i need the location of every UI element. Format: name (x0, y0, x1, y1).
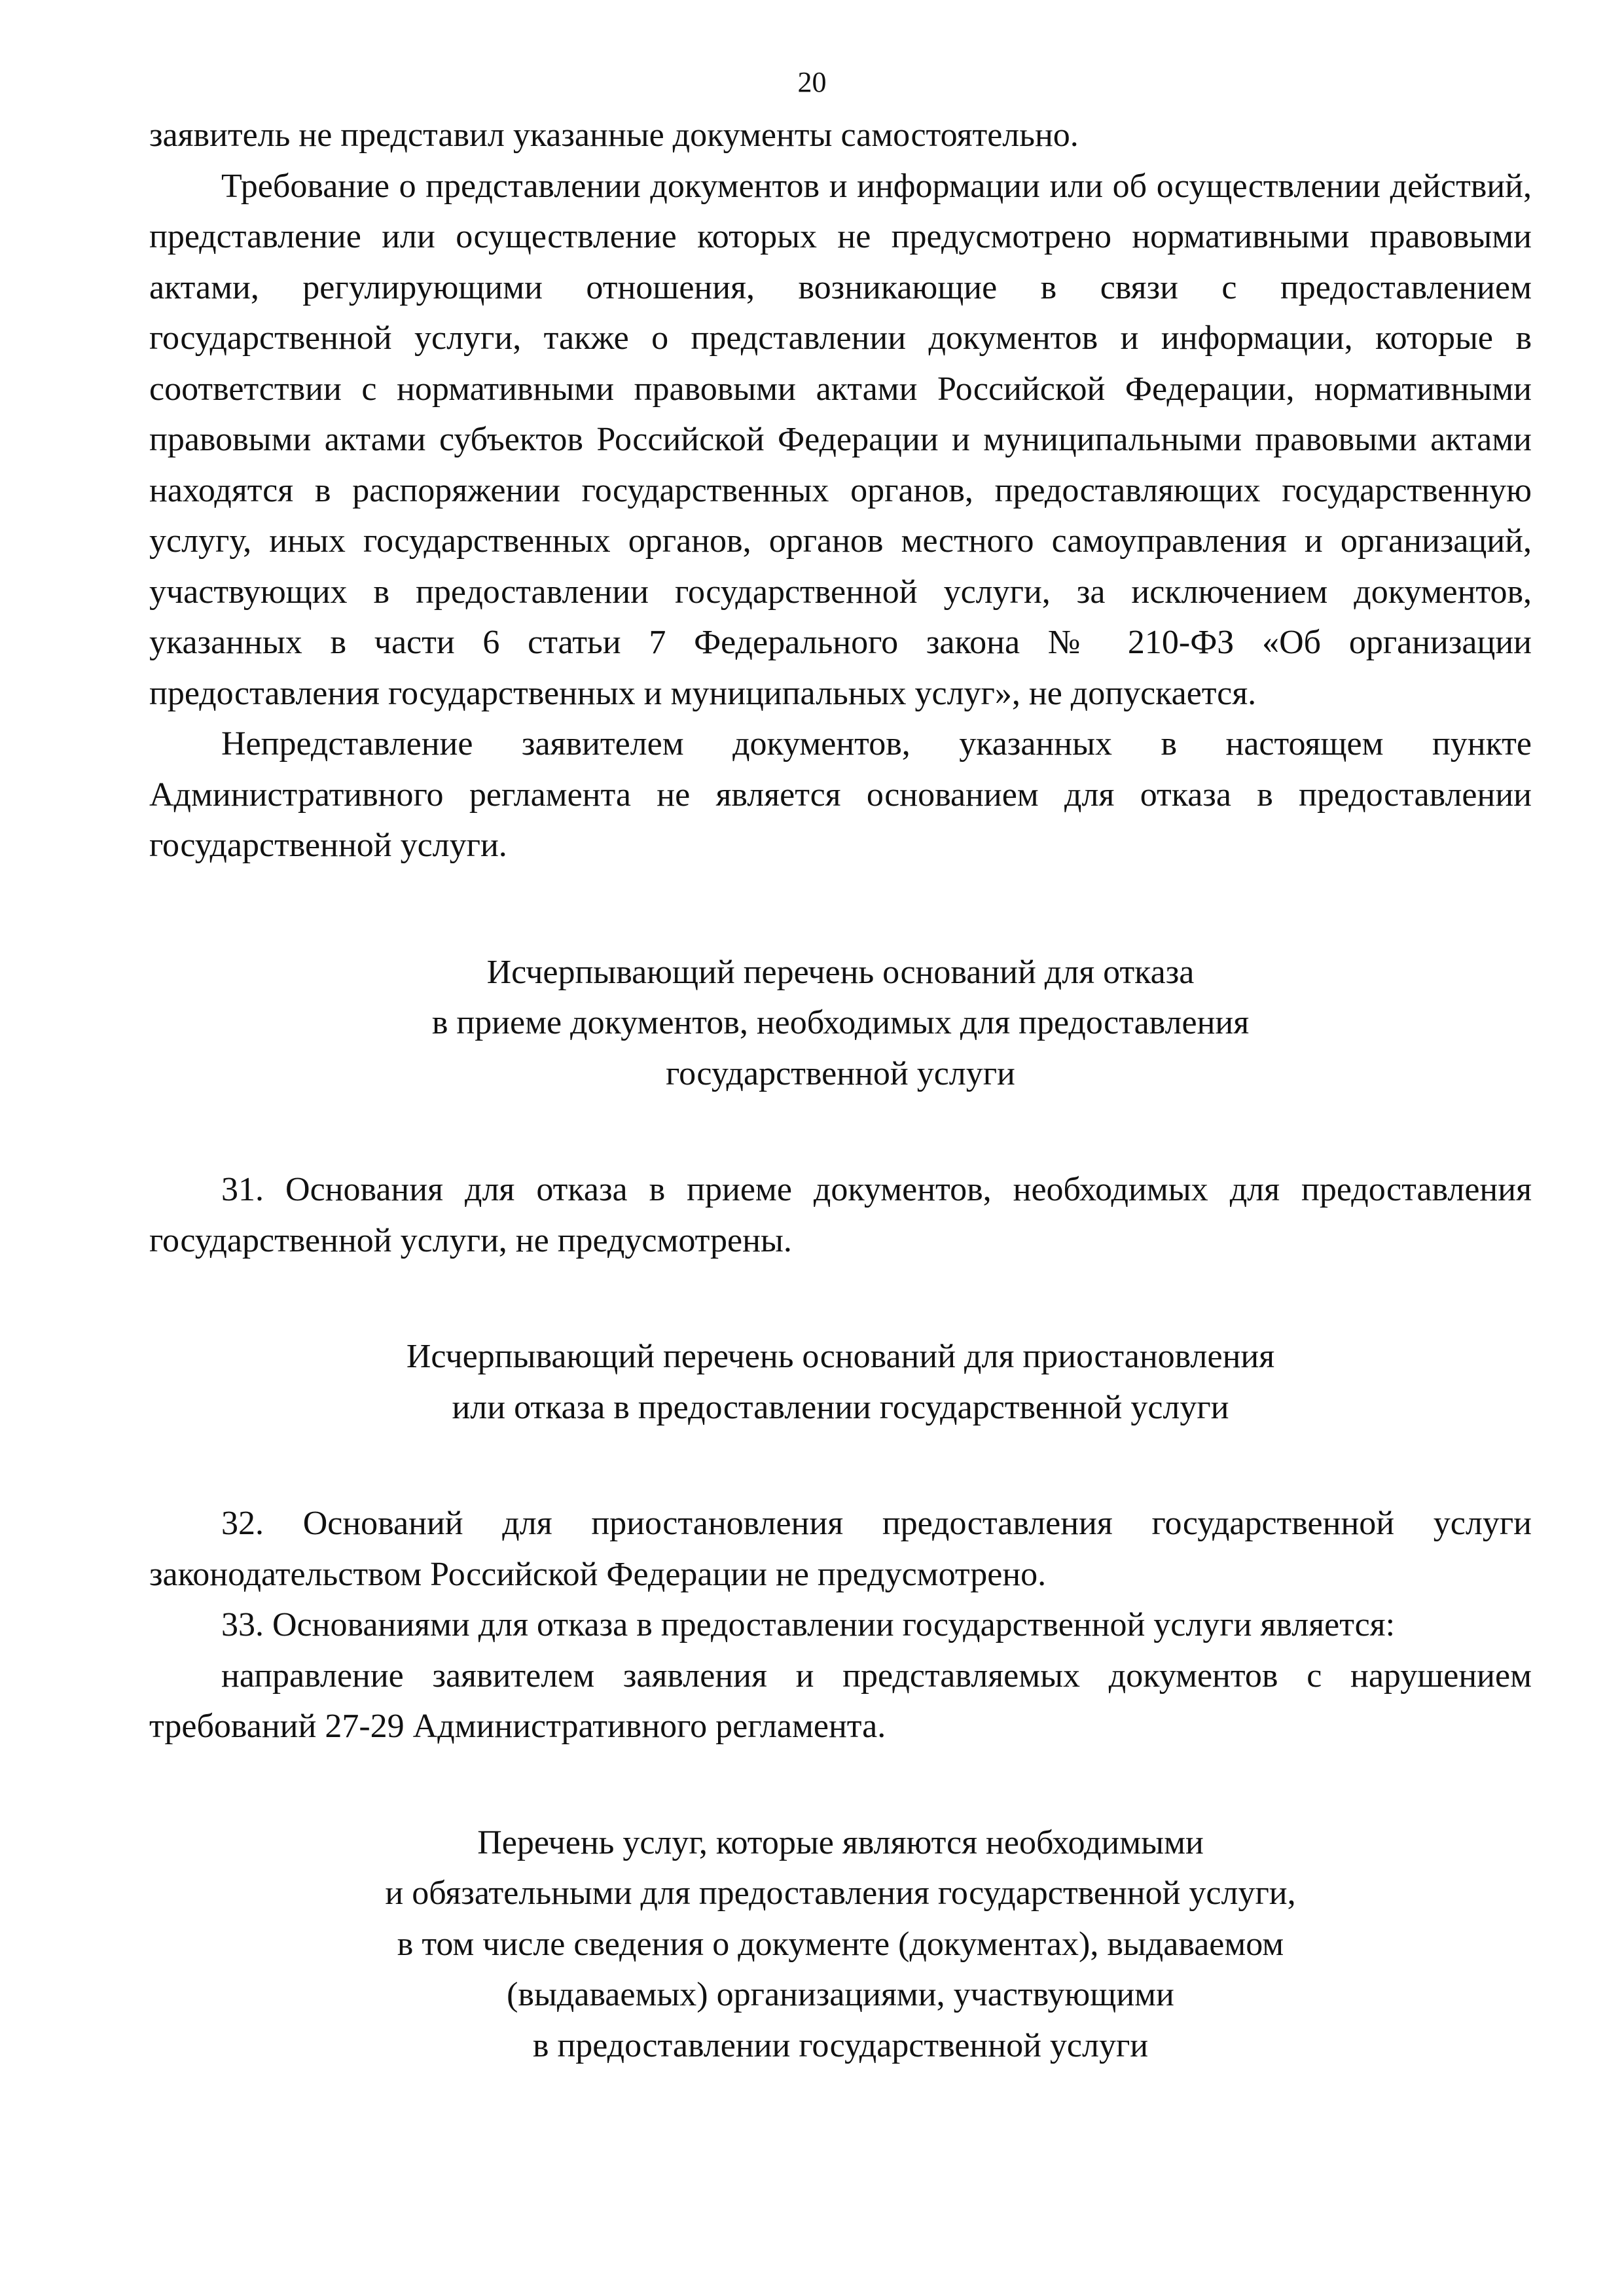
paragraph-item-33: 33. Основаниями для отказа в предоставлении государственной услуги является: (221, 1606, 1396, 1643)
paragraph-item-31: 31. Основания для отказа в приеме документов, необходимых для предоставления государственной услуги, не предусмотрены. (149, 1171, 1532, 1259)
section-heading-required-services (149, 1818, 1532, 2072)
spacer (149, 1099, 1532, 1164)
paragraph-item-33-detail: направление заявителем заявления и представляемых документов с нарушением требований 27-29 Административного регламента. (149, 1657, 1532, 1745)
heading-line: Перечень услуг, которые являются необходимыми (477, 1823, 1204, 1861)
spacer (149, 1266, 1532, 1331)
page-number: 20 (797, 66, 827, 98)
document-body (149, 110, 1532, 2071)
paragraph-continuation: заявитель не представил указанные документы самостоятельно. (149, 117, 1079, 154)
heading-line: в предоставлении государственной услуги (532, 2026, 1149, 2064)
section-heading-refusal-reception (149, 947, 1532, 1100)
spacer (149, 1752, 1532, 1818)
section-heading-suspension-refusal (149, 1331, 1532, 1433)
paragraph-non-submission: Непредставление заявителем документов, указанных в настоящем пункте Административного регламента не является основанием для отказа в предоставлении государственной услуги. (149, 725, 1532, 864)
paragraph-requirement-prohibition: Требование о представлении документов и информации или об осуществлении действий, представление или осуществление которых не предусмотрено нормативными правовыми актами, регулирующими отношения, возникающие в связи с предоставлением государственной услуги, также о представлении документов и информации, которые в соответствии с нормативными правовыми актами Российской Федерации, нормативными правовыми актами субъектов Российской Федерации и муниципальными правовыми актами находятся в распоряжении государственных органов, предоставляющих государственную услугу, иных государственных органов, органов местного самоуправления и организаций, участвующих в предоставлении государственной услуги, за исключением документов, указанных в части 6 статьи 7 Федерального закона № 210-ФЗ «Об организации предоставления государственных и муниципальных услуг», не допускается. (149, 167, 1532, 712)
heading-line: Исчерпывающий перечень оснований для приостановления (406, 1338, 1275, 1375)
heading-line: в том числе сведения о документе (документах), выдаваемом (397, 1925, 1284, 1963)
spacer (149, 1433, 1532, 1498)
heading-line: Исчерпывающий перечень оснований для отказа (486, 953, 1195, 991)
spacer (149, 871, 1532, 947)
heading-line: или отказа в предоставлении государственной услуги (452, 1388, 1229, 1426)
heading-line: и обязательными для предоставления государственной услуги, (385, 1874, 1296, 1912)
paragraph-item-32: 32. Оснований для приостановления предоставления государственной услуги законодательством Российской Федерации не предусмотрено. (149, 1505, 1532, 1593)
heading-line: в приеме документов, необходимых для предоставления (431, 1004, 1250, 1041)
heading-line: государственной услуги (666, 1054, 1015, 1092)
heading-line: (выдаваемых) организациями, участвующими (507, 1976, 1174, 2013)
